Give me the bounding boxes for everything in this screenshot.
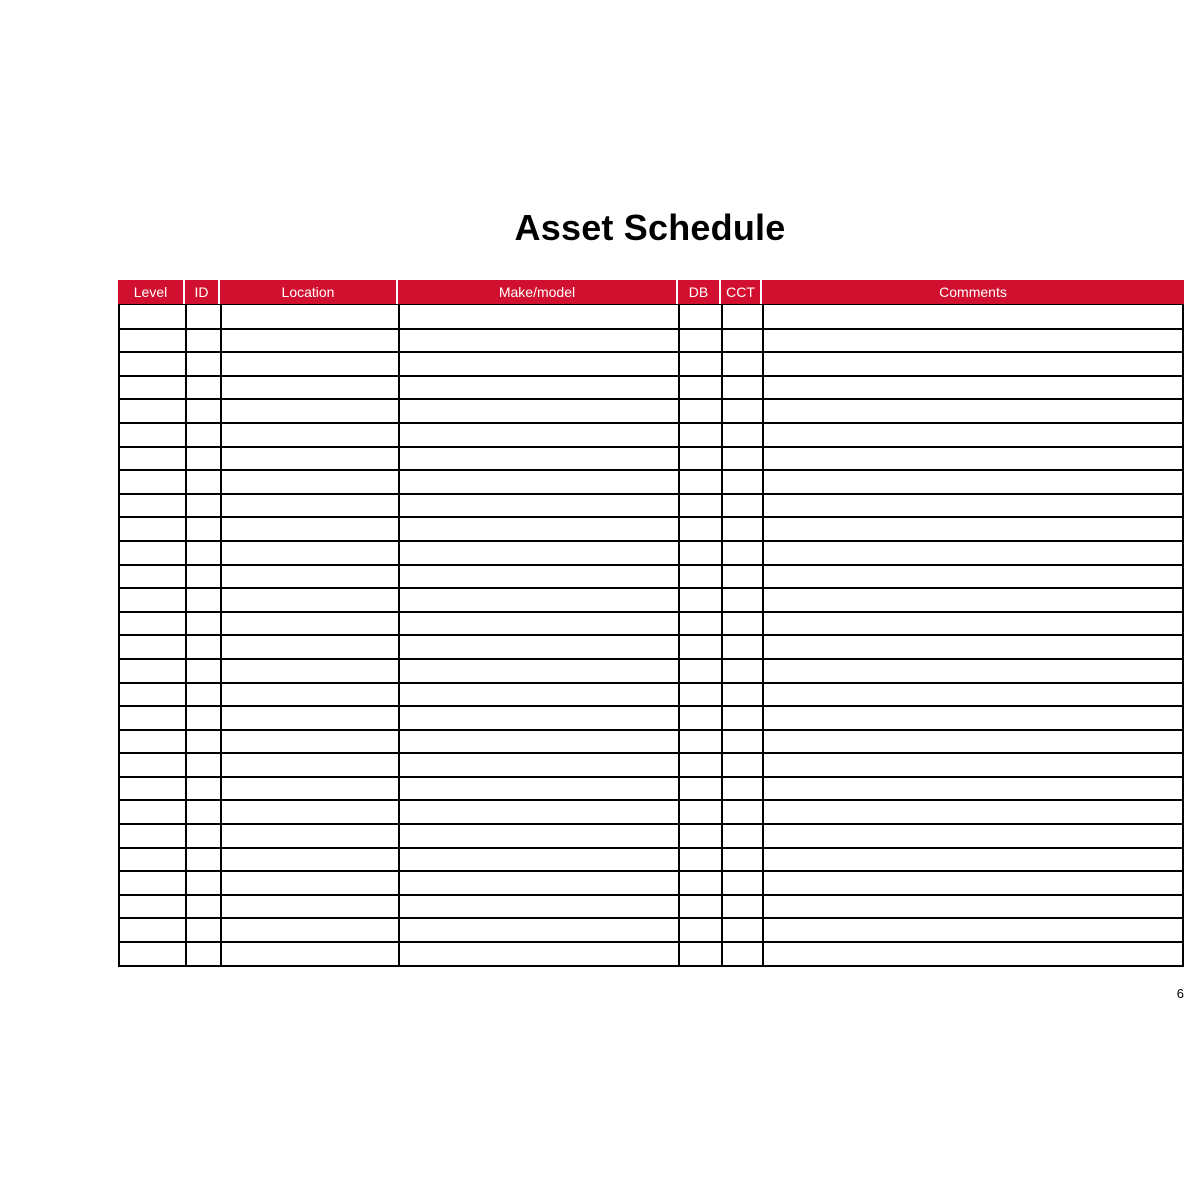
table-row: [120, 870, 1182, 894]
table-row: [120, 799, 1182, 823]
cell-id[interactable]: [187, 636, 222, 658]
cell-db[interactable]: [680, 872, 723, 894]
table-row: [120, 705, 1182, 729]
cell-level[interactable]: [120, 400, 187, 422]
cell-id[interactable]: [187, 305, 222, 328]
cell-id[interactable]: [187, 754, 222, 776]
cell-make-model[interactable]: [400, 353, 680, 375]
cell-level[interactable]: [120, 424, 187, 446]
cell-location[interactable]: [222, 636, 400, 658]
cell-comments[interactable]: [764, 684, 1182, 706]
column-header-cct: CCT: [721, 280, 762, 304]
cell-location[interactable]: [222, 613, 400, 635]
cell-level[interactable]: [120, 801, 187, 823]
cell-db[interactable]: [680, 495, 723, 517]
table-row: [120, 752, 1182, 776]
cell-db[interactable]: [680, 896, 723, 918]
cell-db[interactable]: [680, 518, 723, 540]
cell-location[interactable]: [222, 684, 400, 706]
table-row: [120, 375, 1182, 399]
cell-location[interactable]: [222, 448, 400, 470]
cell-db[interactable]: [680, 636, 723, 658]
table-row: [120, 351, 1182, 375]
table-row: [120, 941, 1182, 965]
cell-db[interactable]: [680, 943, 723, 965]
cell-comments[interactable]: [764, 448, 1182, 470]
cell-id[interactable]: [187, 353, 222, 375]
cell-make-model[interactable]: [400, 448, 680, 470]
cell-location[interactable]: [222, 778, 400, 800]
cell-comments[interactable]: [764, 778, 1182, 800]
cell-comments[interactable]: [764, 943, 1182, 965]
cell-make-model[interactable]: [400, 400, 680, 422]
cell-id[interactable]: [187, 495, 222, 517]
cell-id[interactable]: [187, 518, 222, 540]
cell-db[interactable]: [680, 707, 723, 729]
cell-cct[interactable]: [723, 353, 764, 375]
cell-cct[interactable]: [723, 424, 764, 446]
cell-id[interactable]: [187, 684, 222, 706]
table-row: [120, 776, 1182, 800]
cell-level[interactable]: [120, 660, 187, 682]
cell-comments[interactable]: [764, 754, 1182, 776]
cell-cct[interactable]: [723, 400, 764, 422]
cell-location[interactable]: [222, 707, 400, 729]
cell-db[interactable]: [680, 566, 723, 588]
cell-db[interactable]: [680, 778, 723, 800]
cell-make-model[interactable]: [400, 919, 680, 941]
cell-cct[interactable]: [723, 660, 764, 682]
cell-db[interactable]: [680, 471, 723, 493]
cell-db[interactable]: [680, 731, 723, 753]
cell-id[interactable]: [187, 613, 222, 635]
cell-id[interactable]: [187, 801, 222, 823]
cell-make-model[interactable]: [400, 636, 680, 658]
cell-id[interactable]: [187, 400, 222, 422]
cell-level[interactable]: [120, 471, 187, 493]
cell-cct[interactable]: [723, 731, 764, 753]
cell-cct[interactable]: [723, 495, 764, 517]
cell-cct[interactable]: [723, 919, 764, 941]
cell-make-model[interactable]: [400, 377, 680, 399]
cell-comments[interactable]: [764, 471, 1182, 493]
cell-level[interactable]: [120, 707, 187, 729]
cell-comments[interactable]: [764, 495, 1182, 517]
cell-level[interactable]: [120, 330, 187, 352]
cell-make-model[interactable]: [400, 542, 680, 564]
cell-db[interactable]: [680, 542, 723, 564]
table-row: [120, 540, 1182, 564]
cell-location[interactable]: [222, 330, 400, 352]
cell-db[interactable]: [680, 825, 723, 847]
cell-db[interactable]: [680, 754, 723, 776]
cell-cct[interactable]: [723, 471, 764, 493]
cell-cct[interactable]: [723, 896, 764, 918]
cell-make-model[interactable]: [400, 754, 680, 776]
cell-level[interactable]: [120, 377, 187, 399]
cell-level[interactable]: [120, 778, 187, 800]
cell-cct[interactable]: [723, 754, 764, 776]
cell-cct[interactable]: [723, 330, 764, 352]
table-row: [120, 894, 1182, 918]
cell-level[interactable]: [120, 849, 187, 871]
cell-comments[interactable]: [764, 613, 1182, 635]
cell-level[interactable]: [120, 542, 187, 564]
cell-cct[interactable]: [723, 943, 764, 965]
cell-location[interactable]: [222, 943, 400, 965]
cell-id[interactable]: [187, 589, 222, 611]
cell-id[interactable]: [187, 943, 222, 965]
cell-comments[interactable]: [764, 849, 1182, 871]
cell-id[interactable]: [187, 330, 222, 352]
cell-cct[interactable]: [723, 305, 764, 328]
cell-level[interactable]: [120, 731, 187, 753]
cell-make-model[interactable]: [400, 660, 680, 682]
cell-cct[interactable]: [723, 849, 764, 871]
page-number: 6: [1176, 986, 1184, 1001]
cell-id[interactable]: [187, 542, 222, 564]
cell-location[interactable]: [222, 377, 400, 399]
cell-make-model[interactable]: [400, 943, 680, 965]
cell-location[interactable]: [222, 400, 400, 422]
cell-id[interactable]: [187, 377, 222, 399]
column-header-comments: Comments: [939, 284, 1007, 300]
cell-location[interactable]: [222, 896, 400, 918]
cell-comments[interactable]: [764, 896, 1182, 918]
cell-id[interactable]: [187, 872, 222, 894]
table-row: [120, 493, 1182, 517]
cell-comments[interactable]: [764, 330, 1182, 352]
cell-location[interactable]: [222, 849, 400, 871]
cell-make-model[interactable]: [400, 495, 680, 517]
cell-make-model[interactable]: [400, 801, 680, 823]
cell-make-model[interactable]: [400, 896, 680, 918]
cell-cct[interactable]: [723, 872, 764, 894]
cell-cct[interactable]: [723, 377, 764, 399]
cell-id[interactable]: [187, 471, 222, 493]
table-row: [120, 823, 1182, 847]
cell-comments[interactable]: [764, 636, 1182, 658]
cell-db[interactable]: [680, 400, 723, 422]
cell-comments[interactable]: [764, 518, 1182, 540]
cell-make-model[interactable]: [400, 849, 680, 871]
cell-location[interactable]: [222, 731, 400, 753]
table-row: [120, 398, 1182, 422]
cell-level[interactable]: [120, 636, 187, 658]
cell-db[interactable]: [680, 849, 723, 871]
cell-level[interactable]: [120, 495, 187, 517]
cell-level[interactable]: [120, 353, 187, 375]
cell-comments[interactable]: [764, 589, 1182, 611]
cell-id[interactable]: [187, 707, 222, 729]
cell-location[interactable]: [222, 566, 400, 588]
cell-level[interactable]: [120, 919, 187, 941]
cell-comments[interactable]: [764, 801, 1182, 823]
cell-level[interactable]: [120, 518, 187, 540]
cell-location[interactable]: [222, 518, 400, 540]
column-header-location: Location: [220, 280, 398, 304]
cell-make-model[interactable]: [400, 518, 680, 540]
cell-db[interactable]: [680, 448, 723, 470]
cell-cct[interactable]: [723, 589, 764, 611]
table-row: [120, 682, 1182, 706]
table-body: [118, 304, 1184, 967]
cell-cct[interactable]: [723, 448, 764, 470]
cell-comments[interactable]: [764, 731, 1182, 753]
cell-location[interactable]: [222, 919, 400, 941]
cell-level[interactable]: [120, 566, 187, 588]
cell-db[interactable]: [680, 377, 723, 399]
cell-location[interactable]: [222, 305, 400, 328]
table-row: [120, 422, 1182, 446]
page-title: Asset Schedule: [514, 207, 786, 248]
table-row: [120, 847, 1182, 871]
table-row: [120, 304, 1182, 328]
cell-cct[interactable]: [723, 636, 764, 658]
table-row: [120, 587, 1182, 611]
cell-make-model[interactable]: [400, 330, 680, 352]
cell-location[interactable]: [222, 424, 400, 446]
cell-id[interactable]: [187, 448, 222, 470]
cell-id[interactable]: [187, 731, 222, 753]
cell-location[interactable]: [222, 801, 400, 823]
cell-make-model[interactable]: [400, 707, 680, 729]
cell-id[interactable]: [187, 919, 222, 941]
cell-location[interactable]: [222, 660, 400, 682]
cell-comments[interactable]: [764, 353, 1182, 375]
cell-location[interactable]: [222, 353, 400, 375]
table-row: [120, 469, 1182, 493]
cell-location[interactable]: [222, 471, 400, 493]
table-row: [120, 328, 1182, 352]
cell-make-model[interactable]: [400, 305, 680, 328]
cell-id[interactable]: [187, 849, 222, 871]
cell-level[interactable]: [120, 754, 187, 776]
cell-make-model[interactable]: [400, 872, 680, 894]
cell-location[interactable]: [222, 825, 400, 847]
cell-id[interactable]: [187, 778, 222, 800]
cell-db[interactable]: [680, 919, 723, 941]
cell-cct[interactable]: [723, 707, 764, 729]
cell-comments[interactable]: [764, 825, 1182, 847]
cell-db[interactable]: [680, 424, 723, 446]
cell-cct[interactable]: [723, 613, 764, 635]
cell-db[interactable]: [680, 589, 723, 611]
asset-schedule-table: [118, 280, 1184, 967]
cell-comments[interactable]: [764, 542, 1182, 564]
table-row: [120, 917, 1182, 941]
cell-make-model[interactable]: [400, 424, 680, 446]
cell-level[interactable]: [120, 896, 187, 918]
cell-id[interactable]: [187, 825, 222, 847]
cell-make-model[interactable]: [400, 731, 680, 753]
cell-location[interactable]: [222, 872, 400, 894]
cell-location[interactable]: [222, 754, 400, 776]
table-row: [120, 564, 1182, 588]
cell-level[interactable]: [120, 589, 187, 611]
cell-comments[interactable]: [764, 377, 1182, 399]
cell-db[interactable]: [680, 305, 723, 328]
cell-comments[interactable]: [764, 660, 1182, 682]
cell-comments[interactable]: [764, 707, 1182, 729]
cell-location[interactable]: [222, 542, 400, 564]
table-row: [120, 634, 1182, 658]
cell-id[interactable]: [187, 566, 222, 588]
cell-level[interactable]: [120, 943, 187, 965]
cell-cct[interactable]: [723, 542, 764, 564]
cell-id[interactable]: [187, 424, 222, 446]
cell-db[interactable]: [680, 660, 723, 682]
cell-location[interactable]: [222, 495, 400, 517]
cell-level[interactable]: [120, 448, 187, 470]
cell-db[interactable]: [680, 684, 723, 706]
cell-make-model[interactable]: [400, 613, 680, 635]
table-row: [120, 611, 1182, 635]
column-header-id: ID: [185, 280, 220, 304]
cell-make-model[interactable]: [400, 566, 680, 588]
cell-make-model[interactable]: [400, 825, 680, 847]
table-row: [120, 658, 1182, 682]
cell-id[interactable]: [187, 660, 222, 682]
column-header-level: Level: [118, 280, 185, 304]
cell-id[interactable]: [187, 896, 222, 918]
cell-location[interactable]: [222, 589, 400, 611]
cell-make-model[interactable]: [400, 778, 680, 800]
cell-level[interactable]: [120, 305, 187, 328]
cell-make-model[interactable]: [400, 684, 680, 706]
cell-comments[interactable]: [764, 872, 1182, 894]
cell-level[interactable]: [120, 684, 187, 706]
cell-level[interactable]: [120, 825, 187, 847]
cell-db[interactable]: [680, 613, 723, 635]
column-header-make-model: Make/model: [398, 280, 678, 304]
cell-comments[interactable]: [764, 919, 1182, 941]
table-row: [120, 516, 1182, 540]
cell-db[interactable]: [680, 353, 723, 375]
cell-cct[interactable]: [723, 825, 764, 847]
cell-db[interactable]: [680, 801, 723, 823]
cell-cct[interactable]: [723, 684, 764, 706]
table-row: [120, 446, 1182, 470]
cell-comments[interactable]: [764, 400, 1182, 422]
cell-cct[interactable]: [723, 801, 764, 823]
cell-level[interactable]: [120, 872, 187, 894]
cell-cct[interactable]: [723, 566, 764, 588]
table-row: [120, 729, 1182, 753]
cell-make-model[interactable]: [400, 471, 680, 493]
column-header-db: DB: [678, 280, 721, 304]
cell-comments[interactable]: [764, 424, 1182, 446]
cell-level[interactable]: [120, 613, 187, 635]
cell-comments[interactable]: [764, 566, 1182, 588]
cell-db[interactable]: [680, 330, 723, 352]
cell-cct[interactable]: [723, 778, 764, 800]
cell-cct[interactable]: [723, 518, 764, 540]
cell-make-model[interactable]: [400, 589, 680, 611]
table-header: [118, 280, 1184, 304]
cell-comments[interactable]: [764, 305, 1182, 328]
